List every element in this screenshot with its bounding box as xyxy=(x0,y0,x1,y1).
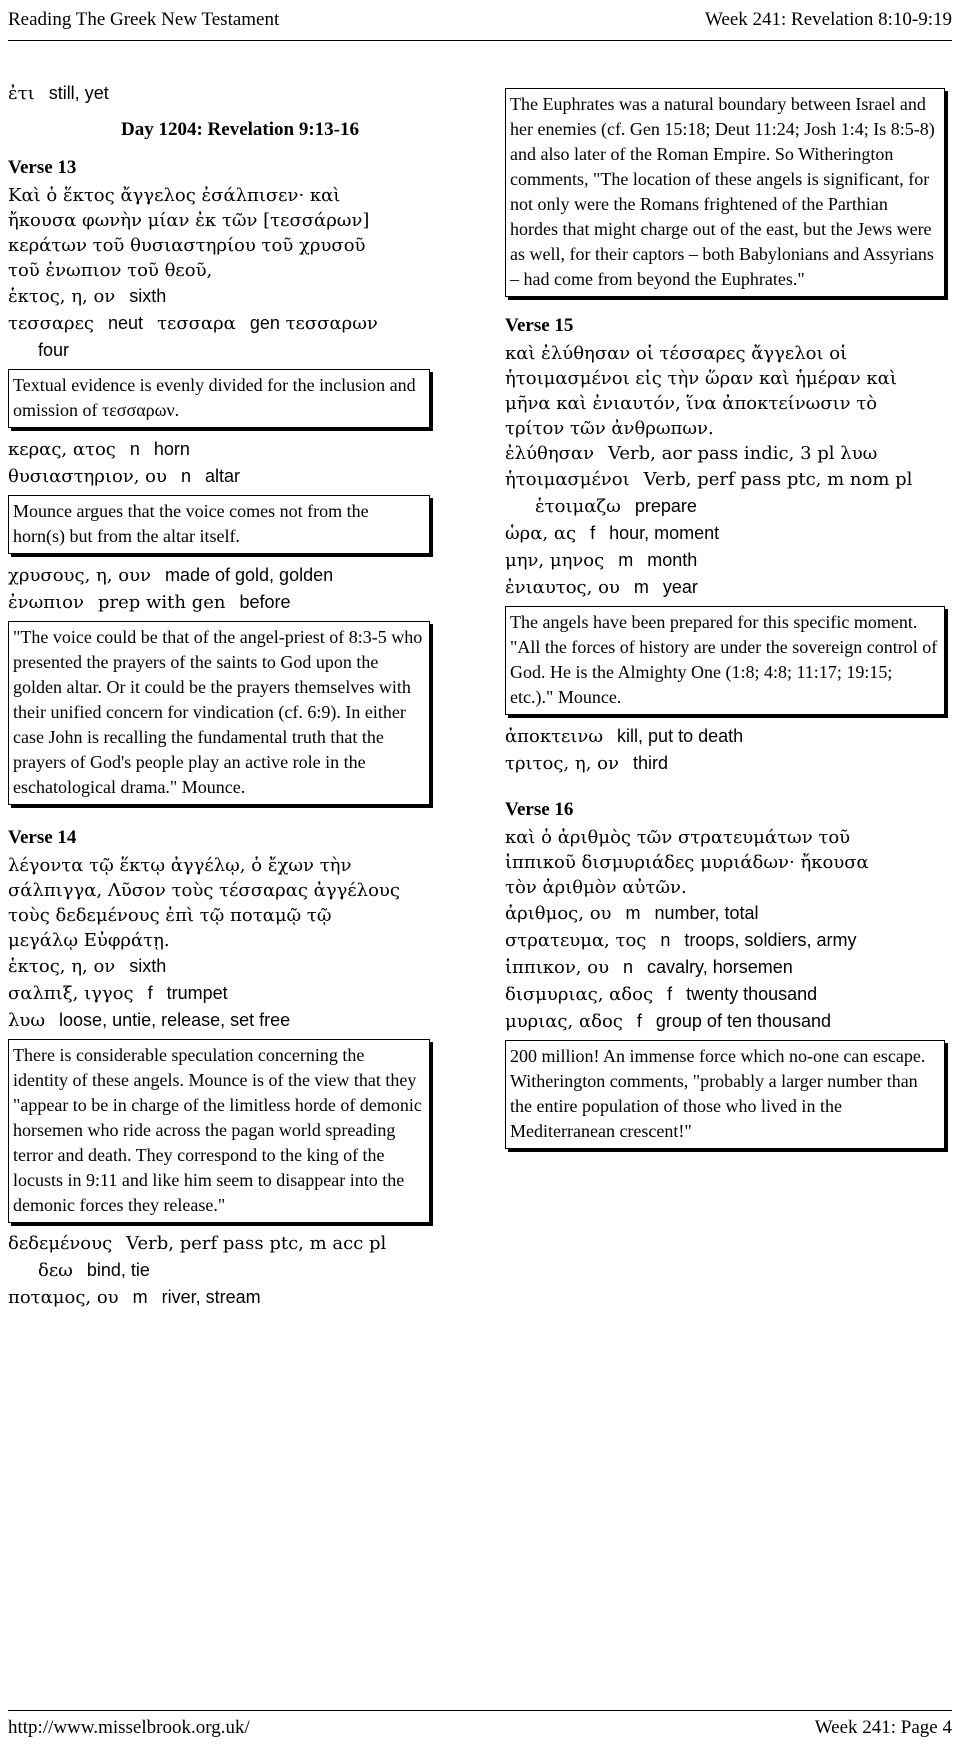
commentary-note: 200 million! An immense force which no-one can escape. Witherington comments, "probably a larger number than the entire population of those who lived in the Mediterranean crescent!" xyxy=(505,1040,945,1149)
vocab-item: four xyxy=(38,340,70,360)
vocab-item: δισμυριας, αδος f twenty thousand xyxy=(505,984,818,1005)
vocab-list-15 xyxy=(505,441,951,601)
vocab-item: θυσιαστηριον, ου n altar xyxy=(8,466,240,487)
commentary-note: The Euphrates was a natural boundary between Israel and her enemies (cf. Gen 15:18; Deut 11:24; Josh 1:4; Is 8:5-8) and also later of the Roman Empire. So Witherington comments, "The location of these angels is significant, for not only were the Romans frightened of the Parthian hordes that might charge out of the east, but the Jews were as well, for their captors – both Babylonians and Assyrians – had come from beyond the Euphrates." xyxy=(505,88,945,297)
vocab-item: τεσσαρες neut τεσσαρα gen τεσσαρων xyxy=(8,313,378,334)
vocab-item: δεδεμένους Verb, perf pass ptc, m acc pl xyxy=(8,1233,387,1254)
vocab-item: ἀριθμος, ου m number, total xyxy=(505,903,759,924)
verse-13-heading: Verse 13 xyxy=(8,157,77,178)
vocab-item: τριτος, η, ον third xyxy=(505,753,668,774)
verse-15-text: καὶ ἐλύθησαν οἱ τέσσαρες ἄγγελοι οἱ ἡτοιμασμένοι εἰς τὴν ὥραν καὶ ἡμέραν καὶ μῆνα καὶ ἐνιαυτόν, ἵνα ἀποκτείνωσιν τὸ τρίτον τῶν ἀνθρωπων. xyxy=(505,343,897,439)
vocab-item: ὡρα, ας f hour, moment xyxy=(505,523,720,544)
vocab-list-13 xyxy=(8,283,436,364)
vocab-list-16 xyxy=(505,900,951,1035)
vocab-item: ἑκτος, η, ον sixth xyxy=(8,286,167,307)
commentary-note: Textual evidence is evenly divided for the inclusion and omission of τεσσαρων. xyxy=(8,369,430,428)
vocab-item: ἑτοιμαζω prepare xyxy=(535,496,697,517)
verse-14-text: λέγοντα τῷ ἕκτῳ ἀγγέλῳ, ὁ ἔχων τὴν σάλπιγγα, Λῦσον τοὺς τέσσαρας ἀγγέλους τοὺς δεδεμένους ἐπὶ τῷ ποταμῷ τῷ μεγάλῳ Εὐφράτῃ. xyxy=(8,855,400,951)
vocab-item: ἐνωπιον prep with gen before xyxy=(8,592,291,613)
commentary-note: "The voice could be that of the angel-priest of 8:3-5 who presented the prayers of the saints to God upon the golden altar. Or it could be the prayers themselves with their unified concern for vindication (cf. 6:9). In either case John is recalling the fundamental truth that the prayers of God's people play an active role in the eschatological drama." Mounce. xyxy=(8,621,430,805)
right-column xyxy=(505,88,951,1157)
verse-16-heading: Verse 16 xyxy=(505,799,574,820)
commentary-note: The angels have been prepared for this specific moment. "All the forces of history are under the sovereign control of God. He is the Almighty One (1:8; 4:8; 11:17; 19:15; etc.)." Mounce. xyxy=(505,606,945,715)
vocab-item: μην, μηνος m month xyxy=(505,550,698,571)
verse-14-heading: Verse 14 xyxy=(8,827,77,848)
vocab-item: ἡτοιμασμένοι Verb, perf pass ptc, m nom pl xyxy=(505,469,913,490)
vocab-item: κερας, ατος n horn xyxy=(8,439,190,460)
vocab-eti: ἐτι still, yet xyxy=(8,83,109,104)
vocab-item: ἐνιαυτος, ου m year xyxy=(505,577,698,598)
header-week: Week 241: Revelation 8:10-9:19 xyxy=(705,9,952,30)
page-header xyxy=(8,0,952,41)
vocab-item: δεω bind, tie xyxy=(38,1260,150,1281)
header-title: Reading The Greek New Testament xyxy=(8,9,280,30)
vocab-item: λυω loose, untie, release, set free xyxy=(8,1010,291,1031)
verse-13-text: Καὶ ὁ ἕκτος ἄγγελος ἐσάλπισεν· καὶ ἤκουσα φωνὴν μίαν ἐκ τῶν [τεσσάρων] κεράτων τοῦ θυσιαστηρίου τοῦ χρυσοῦ τοῦ ἐνωπιον τοῦ θεοῦ, xyxy=(8,185,370,281)
footer-url[interactable]: http://www.misselbrook.org.uk/ xyxy=(8,1717,250,1738)
footer-page: Week 241: Page 4 xyxy=(814,1717,952,1738)
commentary-note: Mounce argues that the voice comes not from the horn(s) but from the altar itself. xyxy=(8,495,430,554)
verse-16-text: καὶ ὁ ἀριθμὸς τῶν στρατευμάτων τοῦ ἱππικοῦ δισμυριάδες μυριάδων· ἤκουσα τὸν ἀριθμὸν αὐτῶν. xyxy=(505,827,869,898)
page-footer xyxy=(8,1710,952,1745)
vocab-item: ἱππικον, ου n cavalry, horsemen xyxy=(505,957,793,978)
vocab-list-14 xyxy=(8,953,436,1034)
left-column xyxy=(8,80,436,1311)
verse-15-heading: Verse 15 xyxy=(505,315,574,336)
vocab-item: στρατευμα, τος n troops, soldiers, army xyxy=(505,930,857,951)
vocab-item: χρυσους, η, ουν made of gold, golden xyxy=(8,565,334,586)
vocab-item: σαλπιξ, ιγγος f trumpet xyxy=(8,983,228,1004)
day-title: Day 1204: Revelation 9:13-16 xyxy=(121,119,359,140)
vocab-item: ἑκτος, η, ον sixth xyxy=(8,956,167,977)
vocab-item: ἐλύθησαν Verb, aor pass indic, 3 pl λυω xyxy=(505,443,878,464)
commentary-note: There is considerable speculation concerning the identity of these angels. Mounce is of the view that they "appear to be in charge of the limitless horde of demonic horsemen who ride across the pagan world spreading terror and death. They correspond to the king of the locusts in 9:11 and like him seem to disappear into the demonic forces they release." xyxy=(8,1039,430,1223)
vocab-item: ἀποκτεινω kill, put to death xyxy=(505,726,744,747)
vocab-item: ποταμος, ου m river, stream xyxy=(8,1287,261,1308)
vocab-item: μυριας, αδος f group of ten thousand xyxy=(505,1011,832,1032)
